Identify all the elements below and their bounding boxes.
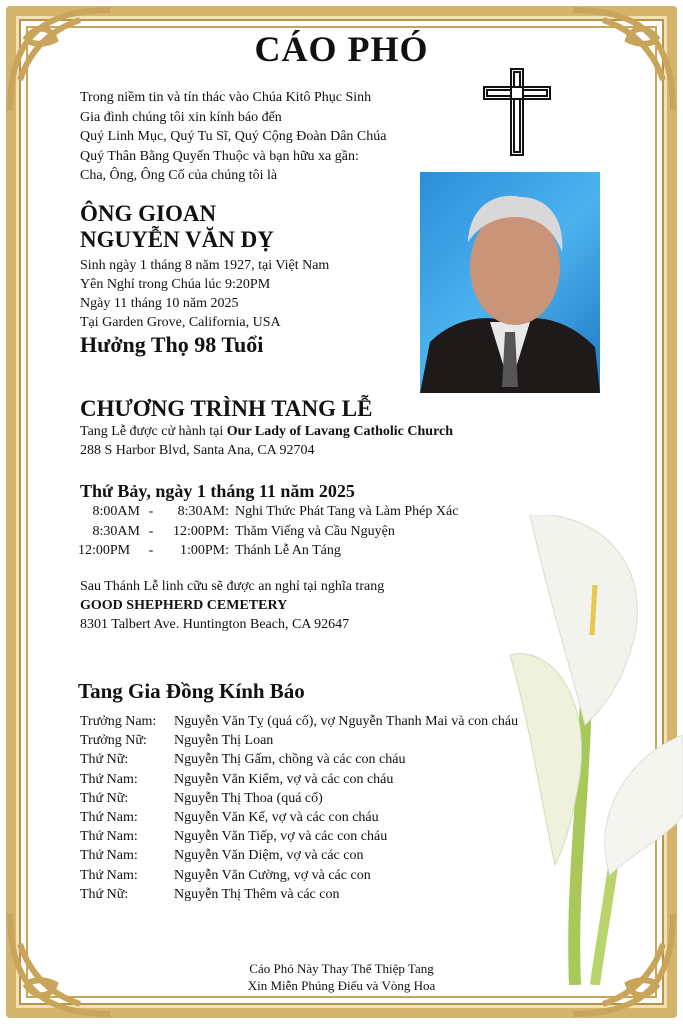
family-heading: Tang Gia Đồng Kính Báo [78,679,305,703]
family-member-row [80,808,518,827]
intro-line: Quý Linh Mục, Quý Tu Sĩ, Quý Cộng Đoàn Dân Chúa [80,129,387,144]
schedule-row: 8:00AM - 8:30AM: Nghi Thức Phát Tang và Làm Phép Xác [80,502,458,522]
member-role: Thứ Nữ: [80,886,129,902]
family-member-row [80,866,518,885]
member-name: Nguyễn Thị Loan [174,733,274,749]
footer-line: Xin Miễn Phúng Điếu và Vòng Hoa [247,978,436,993]
member-name: Nguyễn Văn Kiểm, vợ và các con cháu [174,771,394,787]
schedule-row: 8:30AM - 12:00PM: Thăm Viếng và Cầu Nguyện [80,522,458,542]
intro-line: Quý Thân Bằng Quyến Thuộc và bạn hữu xa gần: [80,148,359,164]
detail-line: Tại Garden Grove, California, USA [80,315,281,330]
member-role: Thứ Nam: [80,829,138,845]
member-name: Nguyễn Thị Thoa (quá cố) [174,790,323,806]
member-name: Nguyễn Văn Diệm, vợ và các con [174,848,364,864]
deceased-name [80,201,274,253]
start-time: 8:30AM [92,523,140,539]
schedule [80,502,458,561]
event: Thánh Lễ An Táng [235,543,341,558]
page-title: CÁO PHÓ [254,29,429,69]
end-time: 8:30AM: [177,504,229,519]
age-text: Hưởng Thọ 98 Tuổi [80,332,264,357]
venue-prefix: Tang Lễ được cử hành tại [80,424,227,439]
schedule-row: 12:00PM - 1:00PM: Thánh Lễ An Táng [80,541,458,561]
detail-line: Sinh ngày 1 tháng 8 năm 1927, tại Việt Nam [80,258,330,273]
footer-note [0,960,683,994]
family-member-row [80,750,518,769]
family-member-row [80,846,518,865]
venue-address: 288 S Harbor Blvd, Santa Ana, CA 92704 [80,443,315,458]
member-name: Nguyễn Thị Thêm và các con [174,886,340,902]
member-role: Trưởng Nữ: [80,733,147,749]
calla-lily-illustration [500,515,683,985]
end-time: 1:00PM: [179,543,229,558]
member-role: Trưởng Nam: [80,714,157,729]
member-name: Nguyễn Thị Gấm, chồng và các con cháu [174,752,406,768]
footer-line: Cáo Phó Này Thay Thế Thiệp Tang [249,961,434,976]
portrait-photo [420,172,600,393]
event: Nghi Thức Phát Tang và Làm Phép Xác [235,504,459,519]
name-line-1: ÔNG GIOAN [80,201,217,226]
program-heading: CHƯƠNG TRÌNH TANG LỄ [80,396,373,421]
member-role: Thứ Nam: [80,771,138,787]
member-name: Nguyễn Văn Cường, vợ và các con [174,867,371,883]
name-line-2: NGUYỄN VĂN DỴ [80,227,274,252]
family-member-row [80,885,518,904]
member-role: Thứ Nam: [80,810,138,826]
detail-line: Yên Nghỉ trong Chúa lúc 9:20PM [80,277,271,292]
member-role: Thứ Nữ: [80,790,129,806]
member-name: Nguyễn Văn Kế, vợ và các con cháu [174,810,379,826]
start-time: 12:00PM [78,543,131,558]
member-role: Thứ Nữ: [80,752,129,768]
burial-text: Sau Thánh Lễ linh cữu sẽ được an nghỉ tại nghĩa trang [80,579,385,594]
family-member-row [80,770,518,789]
family-list [80,712,518,904]
venue-name: Our Lady of Lavang Catholic Church [226,424,454,439]
event: Thăm Viếng và Cầu Nguyện [235,523,395,539]
cross-icon [482,67,552,157]
end-time: 12:00PM: [172,523,229,539]
intro-line: Gia đình chúng tôi xin kính báo đến [80,109,282,125]
detail-line: Ngày 11 tháng 10 năm 2025 [80,296,239,311]
service-date: Thứ Bảy, ngày 1 tháng 11 năm 2025 [80,481,355,501]
cemetery-name: GOOD SHEPHERD CEMETERY [80,598,288,613]
member-role: Thứ Nam: [80,848,138,864]
member-role: Thứ Nam: [80,867,138,883]
intro-line: Cha, Ông, Ông Cố của chúng tôi là [80,168,278,183]
venue-info [80,422,453,460]
family-member-row [80,789,518,808]
intro-text [80,88,386,186]
family-member-row [80,731,518,750]
family-member-row [80,712,518,731]
burial-info [80,577,384,634]
start-time: 8:00AM [92,504,140,519]
family-member-row [80,827,518,846]
cemetery-address: 8301 Talbert Ave. Huntington Beach, CA 92647 [80,617,350,632]
deceased-details [80,256,329,332]
intro-line: Trong niềm tin và tín thác vào Chúa Kitô Phục Sinh [80,90,372,105]
member-name: Nguyễn Văn Tiếp, vợ và các con cháu [174,829,388,845]
member-name: Nguyễn Văn Tỵ (quá cố), vợ Nguyễn Thanh Mai và con cháu [174,714,519,729]
